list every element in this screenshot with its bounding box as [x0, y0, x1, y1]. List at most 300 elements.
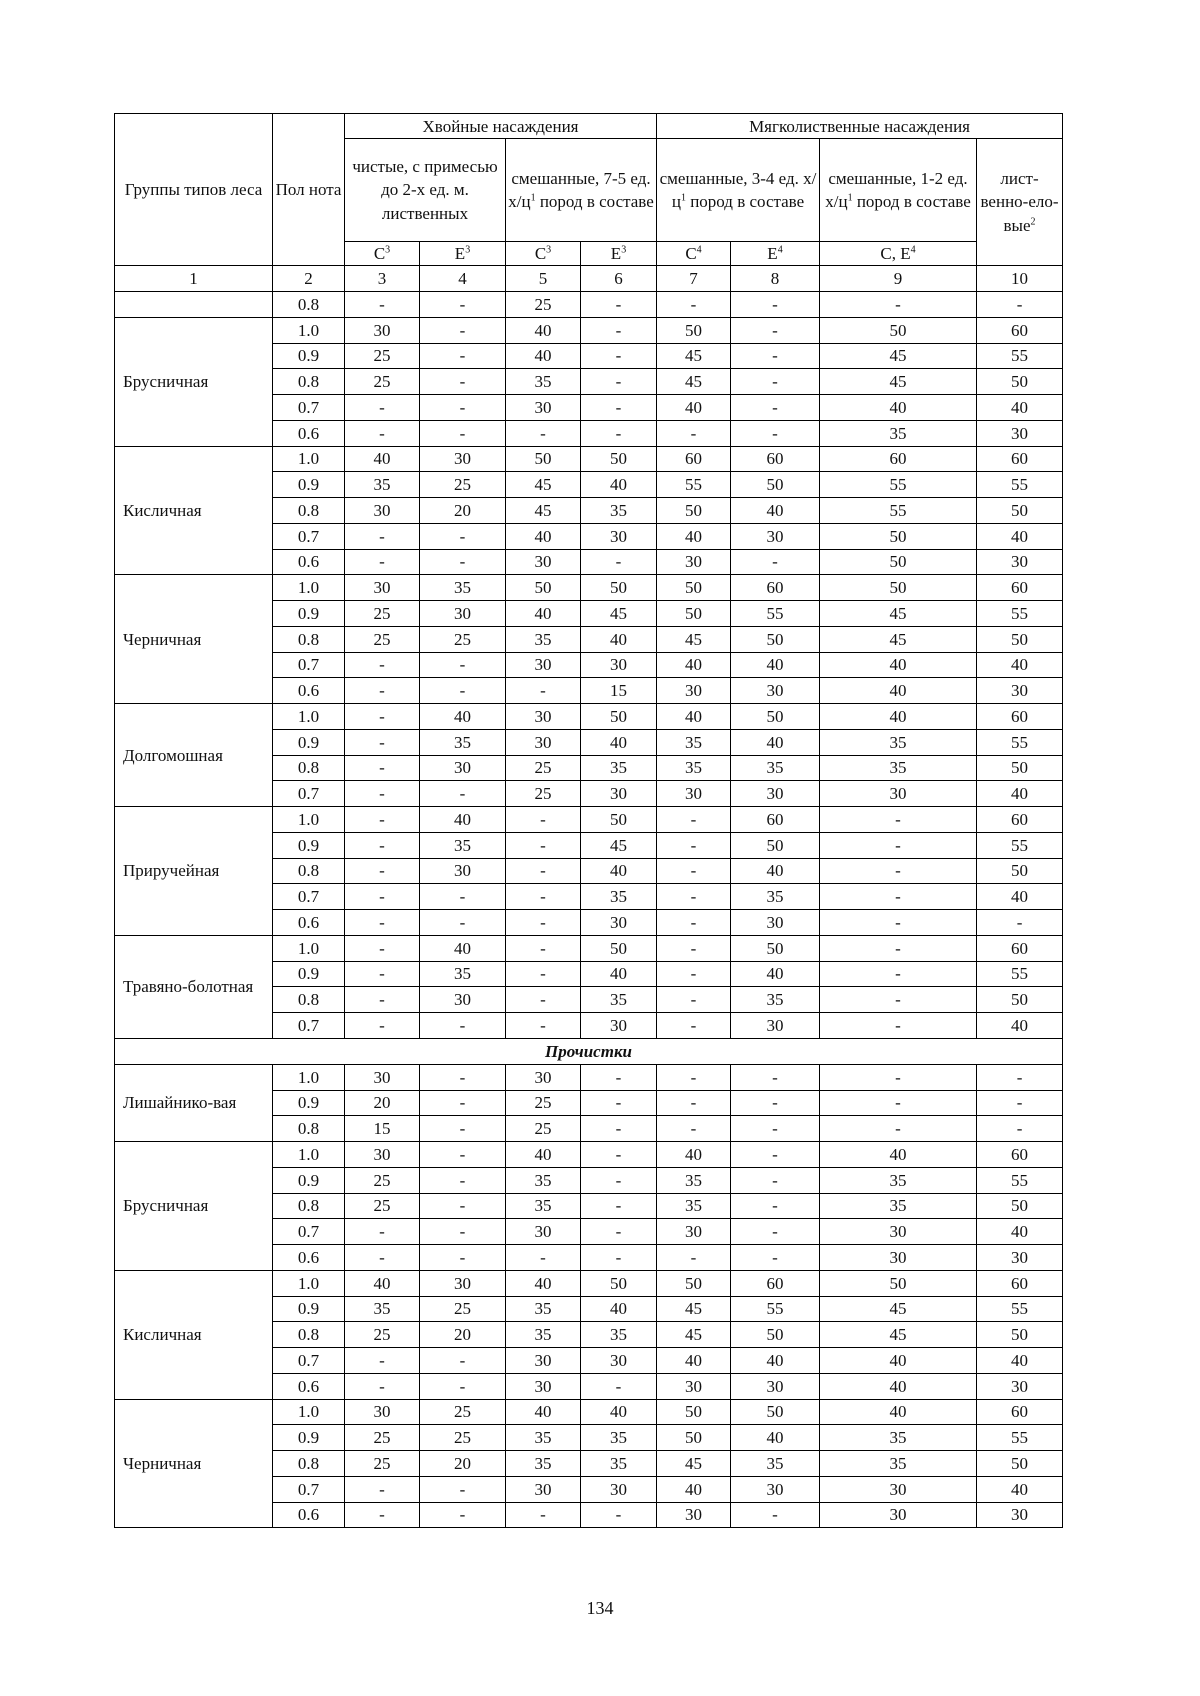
density-cell: 0.8 [273, 858, 345, 884]
value-cell: 40 [977, 395, 1063, 421]
value-cell: 40 [820, 1399, 977, 1425]
value-cell: 50 [731, 832, 820, 858]
value-cell: 55 [820, 498, 977, 524]
value-cell: 60 [977, 446, 1063, 472]
value-cell: - [506, 858, 581, 884]
value-cell: 30 [977, 1245, 1063, 1271]
value-cell: - [420, 884, 506, 910]
density-cell: 0.9 [273, 1090, 345, 1116]
value-cell: - [657, 292, 731, 318]
value-cell: 25 [420, 1296, 506, 1322]
value-cell: 30 [506, 1219, 581, 1245]
column-number: 2 [273, 266, 345, 292]
value-cell: 25 [506, 755, 581, 781]
value-cell: 40 [506, 317, 581, 343]
value-cell: 60 [731, 575, 820, 601]
value-cell: - [420, 1476, 506, 1502]
value-cell: 40 [977, 652, 1063, 678]
value-cell: 35 [506, 626, 581, 652]
value-cell: - [581, 369, 657, 395]
value-cell: - [581, 549, 657, 575]
value-cell: 20 [420, 1322, 506, 1348]
density-cell: 0.9 [273, 1296, 345, 1322]
value-cell: 50 [506, 575, 581, 601]
value-cell: - [420, 1193, 506, 1219]
density-cell: 1.0 [273, 935, 345, 961]
value-cell: 55 [731, 601, 820, 627]
density-cell: 1.0 [273, 317, 345, 343]
subheader-deciduous-spruce: лист-венно-ело-вые$^2$ [977, 139, 1063, 266]
value-cell: - [420, 1502, 506, 1528]
value-cell: 50 [581, 935, 657, 961]
value-cell: 50 [820, 1270, 977, 1296]
value-cell: 35 [581, 1322, 657, 1348]
value-cell: 35 [581, 987, 657, 1013]
table-row [115, 807, 1063, 833]
section-title: Прочистки [115, 1038, 1063, 1064]
value-cell: 60 [977, 704, 1063, 730]
value-cell: 30 [581, 523, 657, 549]
value-cell: 40 [581, 1399, 657, 1425]
value-cell: 30 [820, 1502, 977, 1528]
value-cell: 55 [820, 472, 977, 498]
value-cell: 50 [657, 575, 731, 601]
column-number: 3 [345, 266, 420, 292]
value-cell: 40 [820, 1348, 977, 1374]
value-cell: - [657, 1090, 731, 1116]
density-cell: 0.8 [273, 1193, 345, 1219]
value-cell: 30 [657, 678, 731, 704]
value-cell: 30 [977, 1502, 1063, 1528]
value-cell: 40 [581, 472, 657, 498]
value-cell: - [345, 1219, 420, 1245]
density-cell: 0.8 [273, 369, 345, 395]
value-cell: 50 [731, 626, 820, 652]
column-number: 5 [506, 266, 581, 292]
density-cell: 0.8 [273, 1451, 345, 1477]
value-cell: - [420, 343, 506, 369]
value-cell: - [657, 1013, 731, 1039]
value-cell: 35 [820, 1193, 977, 1219]
value-cell: 60 [977, 1270, 1063, 1296]
forest-group-name: Кисличная [115, 446, 273, 575]
value-cell: - [345, 884, 420, 910]
page-number: 134 [586, 1598, 614, 1618]
density-cell: 1.0 [273, 807, 345, 833]
value-cell: - [420, 1064, 506, 1090]
forest-group-name: Травяно-болотная [115, 935, 273, 1038]
value-cell: - [581, 1116, 657, 1142]
value-cell: 40 [506, 523, 581, 549]
value-cell: - [420, 1167, 506, 1193]
value-cell: 55 [977, 601, 1063, 627]
value-cell: 35 [820, 420, 977, 446]
value-cell: - [345, 420, 420, 446]
value-cell: 30 [731, 1476, 820, 1502]
value-cell: 40 [506, 1142, 581, 1168]
value-cell: - [506, 807, 581, 833]
subheader-mixed-7-5: смешанные, 7-5 ед. $х/ц^1$ пород в составе [506, 139, 657, 242]
value-cell: - [420, 369, 506, 395]
forest-group-name: Брусничная [115, 317, 273, 446]
value-cell: 40 [820, 704, 977, 730]
value-cell: - [345, 678, 420, 704]
value-cell: 40 [581, 1296, 657, 1322]
value-cell: - [820, 1116, 977, 1142]
value-cell: 30 [506, 1348, 581, 1374]
value-cell: 50 [977, 369, 1063, 395]
forest-group-name: Черничная [115, 575, 273, 704]
density-cell: 0.8 [273, 987, 345, 1013]
value-cell: 30 [506, 1373, 581, 1399]
value-cell: 30 [731, 678, 820, 704]
value-cell: 35 [345, 472, 420, 498]
value-cell: - [820, 910, 977, 936]
column-number: 4 [420, 266, 506, 292]
value-cell: 45 [820, 601, 977, 627]
value-cell: 30 [731, 1373, 820, 1399]
value-cell: 60 [977, 935, 1063, 961]
value-cell: 30 [345, 575, 420, 601]
value-cell: - [731, 395, 820, 421]
density-cell: 0.7 [273, 1013, 345, 1039]
value-cell: - [657, 807, 731, 833]
value-cell: - [506, 987, 581, 1013]
value-cell: 60 [731, 1270, 820, 1296]
value-cell: 45 [657, 369, 731, 395]
value-cell: 30 [420, 1270, 506, 1296]
value-cell: - [345, 807, 420, 833]
value-cell: 30 [420, 446, 506, 472]
table-row [115, 1064, 1063, 1090]
value-cell: 35 [581, 1451, 657, 1477]
value-cell: - [345, 1502, 420, 1528]
value-cell: - [581, 1373, 657, 1399]
forest-group-name: Приручейная [115, 807, 273, 936]
value-cell: 45 [657, 343, 731, 369]
value-cell: 50 [977, 755, 1063, 781]
value-cell: 35 [345, 1296, 420, 1322]
value-cell: - [506, 678, 581, 704]
value-cell: 45 [657, 1451, 731, 1477]
value-cell: 40 [657, 1476, 731, 1502]
value-cell: 40 [977, 1476, 1063, 1502]
value-cell: 30 [977, 678, 1063, 704]
species-label: $С^4$ [657, 242, 731, 266]
value-cell: 50 [657, 498, 731, 524]
value-cell: 40 [506, 1399, 581, 1425]
value-cell: 30 [731, 1013, 820, 1039]
density-cell: 0.8 [273, 755, 345, 781]
value-cell: 40 [345, 446, 420, 472]
value-cell: 50 [977, 1322, 1063, 1348]
value-cell: - [581, 1142, 657, 1168]
value-cell: 50 [977, 626, 1063, 652]
value-cell: - [345, 729, 420, 755]
density-cell: 0.9 [273, 729, 345, 755]
value-cell: 40 [345, 1270, 420, 1296]
value-cell: - [657, 961, 731, 987]
value-cell: - [420, 1219, 506, 1245]
value-cell: - [731, 343, 820, 369]
value-cell: - [581, 1167, 657, 1193]
density-cell: 1.0 [273, 1142, 345, 1168]
value-cell: - [420, 549, 506, 575]
value-cell: 45 [820, 626, 977, 652]
value-cell: 60 [731, 807, 820, 833]
value-cell: 50 [657, 1425, 731, 1451]
value-cell: - [581, 1090, 657, 1116]
value-cell: - [820, 935, 977, 961]
value-cell: - [420, 678, 506, 704]
value-cell: 50 [657, 1270, 731, 1296]
density-cell: 1.0 [273, 704, 345, 730]
table-row [115, 292, 1063, 318]
value-cell: 30 [581, 1348, 657, 1374]
value-cell: 30 [506, 729, 581, 755]
value-cell: - [345, 523, 420, 549]
value-cell: 50 [581, 1270, 657, 1296]
value-cell: - [345, 832, 420, 858]
value-cell: 35 [506, 1425, 581, 1451]
density-cell: 1.0 [273, 1270, 345, 1296]
value-cell: - [731, 1090, 820, 1116]
density-cell: 0.7 [273, 1348, 345, 1374]
value-cell: - [657, 858, 731, 884]
density-cell: 1.0 [273, 1399, 345, 1425]
value-cell: 30 [345, 1142, 420, 1168]
value-cell: 50 [820, 317, 977, 343]
value-cell: 30 [657, 549, 731, 575]
density-cell: 0.6 [273, 549, 345, 575]
forest-density-table [114, 113, 1063, 1528]
value-cell: 35 [820, 1167, 977, 1193]
value-cell: 30 [345, 317, 420, 343]
subheader-pure: чистые, с примесью до 2-х ед. м. лиственных [345, 139, 506, 242]
value-cell: 45 [581, 832, 657, 858]
value-cell: 30 [731, 781, 820, 807]
value-cell: 40 [977, 523, 1063, 549]
value-cell: 55 [977, 961, 1063, 987]
value-cell: - [657, 935, 731, 961]
value-cell: 40 [731, 1348, 820, 1374]
value-cell: 35 [820, 729, 977, 755]
value-cell: - [506, 961, 581, 987]
value-cell: 30 [820, 1219, 977, 1245]
value-cell: 25 [506, 1116, 581, 1142]
value-cell: - [420, 1013, 506, 1039]
value-cell: 50 [977, 498, 1063, 524]
density-cell: 0.7 [273, 1476, 345, 1502]
value-cell: - [657, 832, 731, 858]
value-cell: 40 [977, 781, 1063, 807]
value-cell: - [420, 1245, 506, 1271]
value-cell: 35 [420, 961, 506, 987]
value-cell: 35 [820, 755, 977, 781]
value-cell: 25 [345, 1425, 420, 1451]
value-cell: - [657, 1116, 731, 1142]
value-cell: 55 [977, 1167, 1063, 1193]
value-cell: - [657, 987, 731, 1013]
value-cell: - [420, 1090, 506, 1116]
density-cell: 0.8 [273, 292, 345, 318]
column-number: 1 [115, 266, 273, 292]
value-cell: 30 [420, 858, 506, 884]
value-cell: 35 [506, 369, 581, 395]
value-cell: - [345, 910, 420, 936]
density-cell: 0.6 [273, 1373, 345, 1399]
header-conifer: Хвойные насаждения [345, 114, 657, 139]
value-cell: 55 [731, 1296, 820, 1322]
value-cell: 35 [506, 1296, 581, 1322]
table-row [115, 704, 1063, 730]
value-cell: 40 [977, 1219, 1063, 1245]
value-cell: 55 [977, 832, 1063, 858]
value-cell: 40 [731, 1425, 820, 1451]
value-cell: 40 [420, 935, 506, 961]
value-cell: - [345, 781, 420, 807]
value-cell: 30 [506, 549, 581, 575]
value-cell: - [581, 1064, 657, 1090]
value-cell: 40 [506, 601, 581, 627]
column-number: 9 [820, 266, 977, 292]
value-cell: 30 [420, 755, 506, 781]
value-cell: - [820, 1013, 977, 1039]
header-softleaf: Мягколиственные насаждения [657, 114, 1063, 139]
value-cell: 35 [506, 1167, 581, 1193]
value-cell: - [657, 910, 731, 936]
value-cell: 55 [977, 729, 1063, 755]
density-cell: 0.7 [273, 781, 345, 807]
value-cell: 50 [977, 1451, 1063, 1477]
value-cell: - [820, 832, 977, 858]
value-cell: 50 [820, 549, 977, 575]
value-cell: - [345, 1373, 420, 1399]
value-cell: 45 [820, 1296, 977, 1322]
value-cell: - [820, 292, 977, 318]
value-cell: - [731, 1502, 820, 1528]
value-cell: 40 [657, 1348, 731, 1374]
value-cell: 45 [506, 472, 581, 498]
value-cell: 40 [731, 729, 820, 755]
value-cell: - [657, 1064, 731, 1090]
value-cell: 40 [581, 626, 657, 652]
value-cell: - [420, 420, 506, 446]
value-cell: 30 [820, 1245, 977, 1271]
value-cell: 50 [731, 935, 820, 961]
value-cell: 60 [657, 446, 731, 472]
value-cell: - [506, 935, 581, 961]
value-cell: 30 [506, 704, 581, 730]
value-cell: - [345, 704, 420, 730]
value-cell: 30 [506, 652, 581, 678]
value-cell: 35 [581, 498, 657, 524]
value-cell: 25 [506, 1090, 581, 1116]
value-cell: 50 [581, 575, 657, 601]
value-cell: 40 [657, 704, 731, 730]
density-cell: 0.6 [273, 1502, 345, 1528]
value-cell: 30 [657, 1373, 731, 1399]
value-cell: - [420, 910, 506, 936]
value-cell: 40 [820, 395, 977, 421]
value-cell: 20 [420, 1451, 506, 1477]
value-cell: 40 [731, 652, 820, 678]
value-cell: 30 [731, 523, 820, 549]
value-cell: - [581, 343, 657, 369]
value-cell: 45 [657, 1322, 731, 1348]
value-cell: 35 [657, 1167, 731, 1193]
value-cell: 15 [345, 1116, 420, 1142]
density-cell: 0.9 [273, 1167, 345, 1193]
value-cell: 40 [977, 1348, 1063, 1374]
value-cell: 50 [820, 523, 977, 549]
column-number: 7 [657, 266, 731, 292]
value-cell: - [345, 652, 420, 678]
value-cell: 40 [657, 523, 731, 549]
value-cell: - [345, 1348, 420, 1374]
value-cell: 50 [657, 601, 731, 627]
value-cell: - [581, 1219, 657, 1245]
value-cell: - [581, 420, 657, 446]
value-cell: 30 [506, 395, 581, 421]
value-cell: 25 [506, 292, 581, 318]
value-cell: 35 [731, 987, 820, 1013]
density-cell: 1.0 [273, 1064, 345, 1090]
value-cell: 60 [977, 1399, 1063, 1425]
value-cell: - [345, 935, 420, 961]
value-cell: 30 [657, 1502, 731, 1528]
value-cell: 30 [345, 1399, 420, 1425]
value-cell: 60 [977, 317, 1063, 343]
value-cell: 35 [420, 575, 506, 601]
value-cell: 45 [657, 626, 731, 652]
column-number: 10 [977, 266, 1063, 292]
value-cell: - [581, 1193, 657, 1219]
value-cell: - [581, 292, 657, 318]
value-cell: 30 [657, 1219, 731, 1245]
forest-group-name: Кисличная [115, 1270, 273, 1399]
value-cell: - [581, 317, 657, 343]
value-cell: 30 [420, 987, 506, 1013]
value-cell: - [420, 395, 506, 421]
value-cell: 40 [820, 678, 977, 704]
density-cell: 0.9 [273, 961, 345, 987]
forest-group-name: Лишайнико-вая [115, 1064, 273, 1141]
value-cell: 40 [581, 729, 657, 755]
value-cell: 40 [731, 858, 820, 884]
table-row [115, 1270, 1063, 1296]
table-body [115, 292, 1063, 1528]
value-cell: - [977, 292, 1063, 318]
value-cell: 25 [506, 781, 581, 807]
value-cell: - [731, 292, 820, 318]
value-cell: 35 [731, 884, 820, 910]
value-cell: - [977, 1064, 1063, 1090]
value-cell: 30 [977, 420, 1063, 446]
value-cell: 30 [581, 910, 657, 936]
value-cell: 30 [977, 1373, 1063, 1399]
value-cell: 30 [977, 549, 1063, 575]
value-cell: - [420, 1116, 506, 1142]
value-cell: 40 [420, 704, 506, 730]
value-cell: 30 [581, 781, 657, 807]
value-cell: 35 [657, 755, 731, 781]
value-cell: - [506, 832, 581, 858]
value-cell: - [657, 420, 731, 446]
value-cell: 45 [506, 498, 581, 524]
density-cell: 0.6 [273, 910, 345, 936]
value-cell: 55 [977, 343, 1063, 369]
